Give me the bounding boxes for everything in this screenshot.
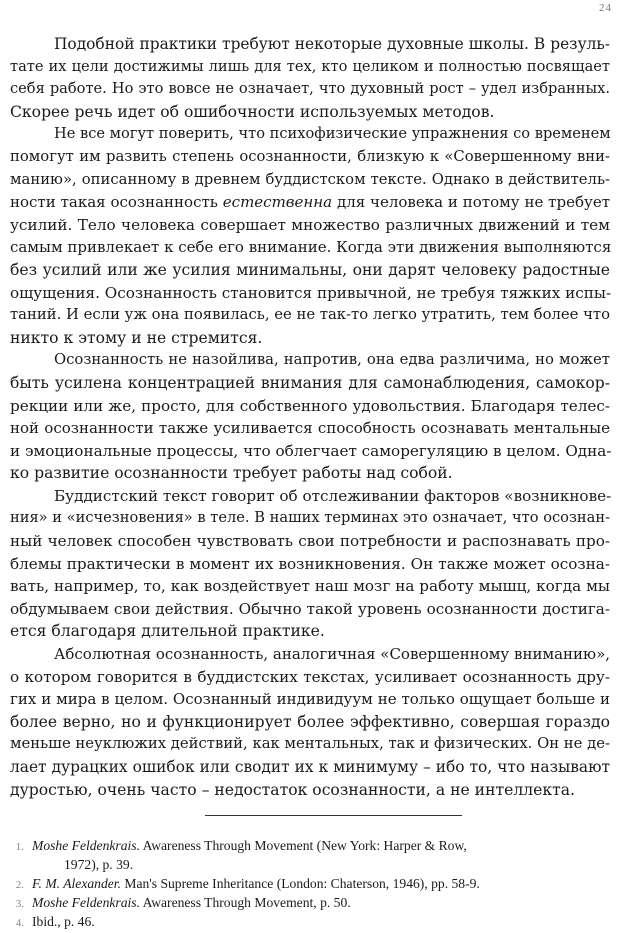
footnote-number: 1. <box>15 841 24 853</box>
text-line: вать, например, то, как воздействует наш мозг на работу мышц, когда мы <box>10 577 610 596</box>
footnote <box>0 912 620 931</box>
footnote-number: 3. <box>15 898 24 910</box>
footnote-text: Man's Supreme Inheritance (London: Chaterson, 1946), pp. 58-9. <box>124 876 480 891</box>
paragraph <box>0 485 620 643</box>
page-number: 24 <box>599 2 612 14</box>
line-segment: ности такая осознанность естественна для человека и потому не требует <box>10 193 610 212</box>
text-line: ется благодаря длительной практике. <box>10 622 325 641</box>
text-line: и эмоциональные процессы, что облегчает саморегуляцию в целом. Одна- <box>10 441 612 460</box>
emphasis: естественна <box>222 193 333 212</box>
text-line: Не все могут поверить, что психофизические упражнения со временем <box>54 125 611 143</box>
footnote-text: Awareness Through Movement, p. 50. <box>142 895 351 910</box>
footnote-author: Moshe Feldenkrais. <box>32 838 140 853</box>
text-line-emphasis <box>10 191 610 214</box>
text-line: Абсолютная осознанность, аналогичная «Совершенному вниманию», <box>54 645 611 664</box>
text-line: помогут им развить степень осознанности, близкую к «Совершенному вни- <box>10 147 610 165</box>
text-line: никто к этому и не стремится. <box>10 328 263 347</box>
text-line: более верно, но и функционирует более эффективно, совершая гораздо <box>10 712 610 731</box>
text-line: манию», описанному в древнем буддистском тексте. Однако в действитель- <box>10 170 610 188</box>
footnote-number: 4. <box>15 917 24 929</box>
text-line: обдумываем свои действия. Обычно такой уровень осознанности достига- <box>10 599 610 618</box>
text-line: рекции или же, просто, для собственного удовольствия. Благодаря телес- <box>10 396 610 415</box>
text-line: без усилий или же усилия минимальны, они дарят человеку радостные <box>10 260 610 279</box>
footnote <box>0 874 620 893</box>
text-line: ощущения. Осознанность становится привычной, не требуя тяжких испы- <box>10 283 612 302</box>
footnote-continuation <box>0 855 620 874</box>
paragraph <box>0 123 620 349</box>
footnotes <box>0 836 620 931</box>
text-line: ко развитие осознанности требует работы над собой. <box>10 464 453 483</box>
paragraph <box>0 643 620 801</box>
text-line: Осознанность не назойлива, напротив, она едва различима, но может <box>54 351 610 369</box>
footnote <box>0 893 620 912</box>
footnote-divider <box>205 815 462 816</box>
footnote-text: 1972), p. 39. <box>64 857 134 872</box>
text-line: дуростью, очень часто – недостаток осознанности, а не интеллекта. <box>10 780 575 799</box>
text-line: Буддистский текст говорит об отслеживании факторов «возникнове- <box>54 486 612 505</box>
text-line: Подобной практики требуют некоторые духовные школы. В резуль- <box>54 35 610 53</box>
text-line: самым привлекает к себе его внимание. Когда эти движения выполняются <box>10 238 612 257</box>
text-line: ной осознанности также усиливается способность осознавать ментальные <box>10 419 610 438</box>
text-line: Скорее речь идет об ошибочности используемых методов. <box>10 102 495 121</box>
text-line: о котором говорится в буддистских текстах, усиливает осознанность дру- <box>10 667 610 686</box>
main-text <box>0 33 620 801</box>
text-line: блемы практически в момент их возникновения. Он также может осозна- <box>10 554 610 573</box>
text-line: себя работе. Но это вовсе не означает, что духовный рост – удел избранных. <box>10 80 610 98</box>
text-line: быть усилена концентрацией внимания для самонаблюдения, самокор- <box>10 373 610 392</box>
footnote-author: Moshe Feldenkrais. <box>32 895 140 910</box>
text-line: ный человек способен чувствовать свои потребности и распознавать про- <box>10 532 610 551</box>
footnote-text: Awareness Through Movement (New York: Harper & Row, <box>142 838 467 853</box>
text-line: таний. И если уж она появилась, ее не так-то легко утратить, тем более что <box>10 306 610 324</box>
paragraph <box>0 33 620 123</box>
text-line: ния» и «исчезновения» в теле. В наших терминах это означает, что осознан- <box>10 509 610 527</box>
footnote-number: 2. <box>15 879 24 891</box>
text-line: гих и мира в целом. Осознанный индивидуум не только ощущает больше и <box>10 690 610 709</box>
paragraph <box>0 349 620 485</box>
text-line: тате их цели достижимы лишь для тех, кто целиком и полностью посвящает <box>10 57 610 75</box>
text-line: усилий. Тело человека совершает множество различных движений и тем <box>10 215 610 234</box>
footnote-author: F. M. Alexander. <box>32 876 121 891</box>
footnote-text: Ibid., p. 46. <box>32 914 95 929</box>
text-line: меньше неуклюжих действий, как ментальных, так и физических. Он не де- <box>10 735 610 753</box>
footnote <box>0 836 620 855</box>
text-line: лает дурацких ошибок или сводит их к минимуму – ибо то, что называют <box>10 758 610 776</box>
